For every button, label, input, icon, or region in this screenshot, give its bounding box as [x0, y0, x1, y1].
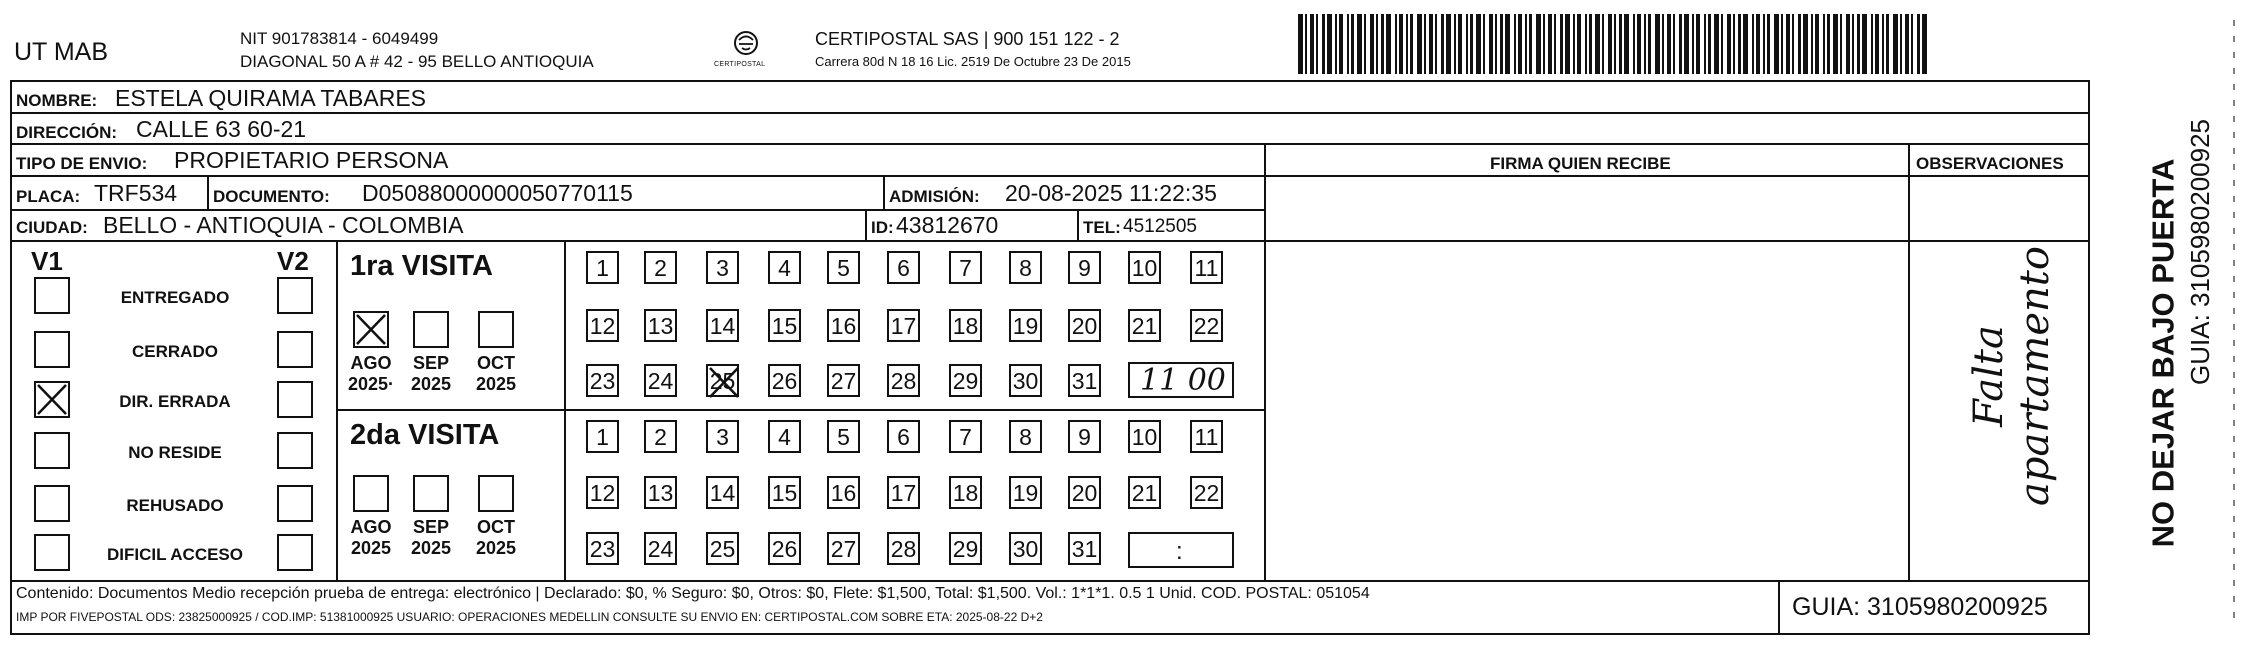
month-checkbox[interactable] — [478, 475, 514, 512]
city-label: CIUDAD: — [16, 218, 88, 237]
barcode-bar — [1624, 14, 1629, 74]
day-box[interactable]: 15 — [768, 476, 801, 509]
barcode-bar — [1470, 14, 1473, 74]
barcode-bar — [1351, 14, 1354, 74]
barcode-bar — [1917, 14, 1920, 74]
side-warning: NO DEJAR BAJO PUERTA — [2145, 158, 2181, 548]
signature-header: FIRMA QUIEN RECIBE — [1490, 154, 1671, 173]
barcode-bar — [1595, 14, 1600, 74]
barcode-bar — [1589, 14, 1592, 74]
barcode-bar — [1727, 14, 1731, 74]
day-box[interactable]: 30 — [1009, 364, 1042, 397]
visit1-time: 11 00 — [1140, 363, 1226, 398]
barcode-bar — [1662, 14, 1664, 74]
admission-label: ADMISIÓN: — [889, 187, 980, 206]
visit2-time: : — [1176, 538, 1183, 565]
barcode-bar — [1704, 14, 1706, 74]
month-checkbox[interactable] — [353, 475, 389, 512]
barcode-bar — [1862, 14, 1867, 74]
barcode-bar — [1454, 14, 1456, 74]
barcode-bar — [1815, 14, 1819, 74]
month-checkbox[interactable] — [413, 311, 449, 348]
day-box[interactable]: 18 — [949, 476, 982, 509]
day-box[interactable]: 27 — [827, 532, 860, 565]
day-box[interactable]: 9 — [1068, 420, 1101, 453]
barcode-bar — [1417, 14, 1422, 74]
day-box[interactable]: 8 — [1009, 420, 1042, 453]
barcode-bar — [1305, 14, 1307, 74]
barcode-bar — [1619, 14, 1622, 74]
tel-value: 4512505 — [1123, 216, 1197, 237]
month-checkbox[interactable] — [478, 311, 514, 348]
barcode-bar — [1548, 14, 1552, 74]
barcode-bar — [1721, 14, 1723, 74]
status-label: DIFICIL ACCESO — [106, 545, 243, 564]
footer-guia: GUIA: 3105980200925 — [1792, 593, 2048, 621]
day-box[interactable]: 12 — [586, 309, 619, 342]
day-box[interactable]: 20 — [1068, 309, 1101, 342]
day-box[interactable]: 22 — [1190, 476, 1223, 509]
barcode-bar — [1644, 14, 1646, 74]
barcode-bar — [1608, 14, 1612, 74]
barcode-bar — [1435, 14, 1437, 74]
col-line — [1778, 580, 1780, 635]
barcode-bar — [1370, 14, 1374, 74]
row-line — [336, 409, 1266, 411]
barcode-bar — [1655, 14, 1660, 74]
barcode-bar — [1786, 14, 1790, 74]
footer-print-info: IMP POR FIVEPOSTAL ODS: 23825000925 / COD.IMP: 51381000925 USUARIO: OPERACIONES MEDELLIN CONSULTE SU ENVIO EN: CERTIPOSTAL.COM SOBRE ETA: 2025-08-22 D+2 — [16, 610, 1043, 624]
recipient-name: ESTELA QUIRAMA TABARES — [115, 85, 427, 111]
barcode-bar — [1743, 14, 1748, 74]
barcode-bar — [1823, 14, 1825, 74]
barcode-bar — [1560, 14, 1563, 74]
barcode-bar — [1410, 14, 1413, 74]
barcode-bar — [1518, 14, 1522, 74]
day-box[interactable]: 2 — [644, 420, 677, 453]
admission-value: 20-08-2025 11:22:35 — [1005, 180, 1217, 206]
barcode-bar — [1781, 14, 1783, 74]
day-box[interactable]: 27 — [827, 364, 860, 397]
barcode-bar — [1833, 14, 1838, 74]
barcode-bar — [1399, 14, 1403, 74]
day-box[interactable]: 28 — [887, 364, 920, 397]
barcode-bar — [1458, 14, 1462, 74]
visit2-title: 2da VISITA — [350, 419, 500, 451]
month-year: 2025· — [347, 374, 395, 394]
day-box[interactable]: 7 — [949, 251, 982, 284]
barcode-bar — [1495, 14, 1497, 74]
status-label: CERRADO — [132, 342, 218, 361]
barcode-bar — [1614, 14, 1616, 74]
col-line — [883, 177, 885, 209]
day-box[interactable]: 3 — [706, 420, 739, 453]
barcode-bar — [1339, 14, 1343, 74]
month-year: 2025 — [475, 538, 517, 558]
barcode-bar — [1811, 14, 1813, 74]
day-box[interactable]: 21 — [1128, 309, 1161, 342]
barcode-bar — [1585, 14, 1587, 74]
side-guia: GUIA: 3105980200925 — [2185, 119, 2215, 385]
barcode-bar — [1708, 14, 1711, 74]
barcode-bar — [1840, 14, 1842, 74]
barcode-bar — [1673, 14, 1675, 74]
v2-label: V2 — [277, 246, 309, 276]
document-value: D05088000000050770115 — [362, 180, 633, 206]
barcode-bar — [1441, 14, 1444, 74]
visit1-time-box[interactable] — [1128, 362, 1234, 398]
barcode-bar — [1857, 14, 1860, 74]
barcode-bar — [1633, 14, 1635, 74]
barcode-bar — [1395, 14, 1397, 74]
v1-checkbox[interactable] — [34, 485, 70, 522]
v2-checkbox[interactable] — [277, 432, 313, 469]
status-label: DIR. ERRADA — [119, 392, 231, 411]
barcode-bar — [1536, 14, 1541, 74]
month-label: AGO — [350, 517, 392, 537]
barcode — [1298, 14, 1930, 74]
certipostal-logo — [712, 30, 780, 74]
barcode-bar — [1648, 14, 1651, 74]
day-box[interactable]: 16 — [827, 309, 860, 342]
barcode-bar — [1476, 14, 1481, 74]
observations-header: OBSERVACIONES — [1916, 154, 2064, 173]
day-box[interactable]: 24 — [644, 532, 677, 565]
day-box[interactable]: 29 — [949, 532, 982, 565]
row-line — [10, 112, 2090, 114]
barcode-bar — [1424, 14, 1426, 74]
v2-checkbox[interactable] — [277, 331, 313, 368]
id-label: ID: — [871, 218, 894, 237]
day-box[interactable]: 17 — [887, 309, 920, 342]
month-year: 2025 — [410, 538, 452, 558]
day-box[interactable]: 10 — [1128, 420, 1161, 453]
carrier-name: CERTIPOSTAL SAS | 900 151 122 - 2 — [815, 29, 1120, 49]
barcode-bar — [1667, 14, 1671, 74]
day-box[interactable]: 16 — [827, 476, 860, 509]
row-line — [10, 143, 2090, 145]
row-line — [10, 240, 2090, 242]
barcode-bar — [1327, 14, 1332, 74]
barcode-bar — [1543, 14, 1545, 74]
city-value: BELLO - ANTIOQUIA - COLOMBIA — [103, 212, 464, 238]
barcode-bar — [1602, 14, 1604, 74]
barcode-bar — [1733, 14, 1735, 74]
barcode-bar — [1846, 14, 1850, 74]
day-box[interactable]: 26 — [768, 532, 801, 565]
v1-checkbox[interactable] — [34, 331, 70, 368]
day-box[interactable]: 29 — [949, 364, 982, 397]
shipment-type-label: TIPO DE ENVIO: — [16, 154, 148, 173]
day-box[interactable]: 19 — [1009, 476, 1042, 509]
barcode-bar — [1905, 14, 1909, 74]
barcode-bar — [1310, 14, 1314, 74]
day-box[interactable]: 19 — [1009, 309, 1042, 342]
barcode-bar — [1577, 14, 1581, 74]
day-box[interactable]: 18 — [949, 309, 982, 342]
barcode-bar — [1554, 14, 1556, 74]
company-address: DIAGONAL 50 A # 42 - 95 BELLO ANTIOQUIA — [240, 52, 594, 71]
v1-checkbox[interactable] — [34, 534, 70, 571]
day-box[interactable]: 21 — [1128, 476, 1161, 509]
barcode-bar — [1514, 14, 1516, 74]
day-box[interactable]: 24 — [644, 364, 677, 397]
carrier-license: Carrera 80d N 18 16 Lic. 2519 De Octubre 23 De 2015 — [815, 54, 1131, 69]
day-box[interactable]: 6 — [887, 420, 920, 453]
barcode-bar — [1376, 14, 1378, 74]
plate-label: PLACA: — [16, 187, 81, 206]
day-box[interactable]: 13 — [644, 476, 677, 509]
day-box[interactable]: 14 — [706, 476, 739, 509]
frame-line — [2088, 80, 2090, 635]
barcode-bar — [1852, 14, 1854, 74]
barcode-bar — [1335, 14, 1337, 74]
col-line — [1908, 143, 1910, 580]
visit1-title: 1ra VISITA — [350, 250, 493, 282]
barcode-bar — [1466, 14, 1468, 74]
row-line — [1264, 175, 2090, 177]
day-box[interactable]: 25 — [706, 364, 739, 397]
day-box[interactable]: 12 — [586, 476, 619, 509]
day-box[interactable]: 2 — [644, 251, 677, 284]
month-checkbox[interactable] — [353, 311, 389, 348]
day-box[interactable]: 11 — [1190, 251, 1223, 284]
day-box[interactable]: 31 — [1068, 364, 1101, 397]
day-box[interactable]: 7 — [949, 420, 982, 453]
barcode-bar — [1714, 14, 1719, 74]
barcode-bar — [1893, 14, 1898, 74]
day-box[interactable]: 13 — [644, 309, 677, 342]
status-label: REHUSADO — [126, 496, 224, 515]
day-box[interactable]: 4 — [768, 251, 801, 284]
barcode-bar — [1525, 14, 1527, 74]
v1-label: V1 — [31, 246, 63, 276]
status-label: NO RESIDE — [128, 443, 222, 462]
barcode-bar — [1406, 14, 1408, 74]
day-box[interactable]: 22 — [1190, 309, 1223, 342]
month-year: 2025 — [350, 538, 392, 558]
barcode-bar — [1381, 14, 1384, 74]
id-value: 43812670 — [896, 212, 999, 238]
col-line — [1077, 209, 1079, 240]
v1-checkbox[interactable] — [34, 381, 70, 418]
day-box[interactable]: 30 — [1009, 532, 1042, 565]
shipment-type: PROPIETARIO PERSONA — [174, 147, 449, 173]
day-box[interactable]: 14 — [706, 309, 739, 342]
day-box[interactable]: 28 — [887, 532, 920, 565]
day-box[interactable]: 15 — [768, 309, 801, 342]
barcode-bar — [1357, 14, 1362, 74]
col-line — [207, 177, 209, 209]
barcode-bar — [1347, 14, 1349, 74]
barcode-bar — [1756, 14, 1760, 74]
barcode-bar — [1871, 14, 1873, 74]
day-box[interactable]: 8 — [1009, 251, 1042, 284]
barcode-bar — [1792, 14, 1794, 74]
barcode-bar — [1827, 14, 1830, 74]
day-box[interactable]: 31 — [1068, 532, 1101, 565]
day-box[interactable]: 23 — [586, 532, 619, 565]
barcode-bar — [1483, 14, 1485, 74]
name-label: NOMBRE: — [16, 91, 98, 110]
barcode-bar — [1446, 14, 1451, 74]
barcode-bar — [1565, 14, 1570, 74]
visit2-time-box[interactable] — [1128, 532, 1234, 568]
month-checkbox[interactable] — [413, 475, 449, 512]
plate-value: TRF534 — [94, 180, 178, 206]
day-box[interactable]: 11 — [1190, 420, 1223, 453]
col-line — [865, 209, 867, 240]
barcode-bar — [1886, 14, 1889, 74]
frame-line — [10, 80, 2090, 82]
day-box[interactable]: 9 — [1068, 251, 1101, 284]
barcode-bar — [1798, 14, 1801, 74]
v1-checkbox[interactable] — [34, 277, 70, 314]
day-box[interactable]: 17 — [887, 476, 920, 509]
barcode-bar — [1429, 14, 1433, 74]
month-label: SEP — [412, 517, 450, 537]
day-box[interactable]: 5 — [827, 420, 860, 453]
barcode-bar — [1298, 14, 1303, 74]
barcode-bar — [1500, 14, 1503, 74]
tel-label: TEL: — [1083, 218, 1121, 237]
day-box[interactable]: 3 — [706, 251, 739, 284]
barcode-bar — [1573, 14, 1575, 74]
barcode-bar — [1767, 14, 1770, 74]
day-box[interactable]: 1 — [586, 251, 619, 284]
barcode-bar — [1637, 14, 1641, 74]
barcode-bar — [1763, 14, 1765, 74]
day-box[interactable]: 20 — [1068, 476, 1101, 509]
barcode-bar — [1875, 14, 1879, 74]
day-box[interactable]: 1 — [586, 420, 619, 453]
day-box[interactable]: 4 — [768, 420, 801, 453]
footer-contents: Contenido: Documentos Medio recepción prueba de entrega: electrónico | Declarado: $0, % Seguro: $0, Otros: $0, Flete: $1,500, Total: $1,500. Vol.: 1*1*1. 0.5 1 Unid. COD. POSTAL: 051054 — [16, 585, 1370, 602]
barcode-bar — [1364, 14, 1366, 74]
month-year: 2025 — [410, 374, 452, 394]
v2-checkbox[interactable] — [277, 485, 313, 522]
barcode-bar — [1774, 14, 1779, 74]
observations-note — [1912, 180, 2082, 578]
barcode-bar — [1505, 14, 1510, 74]
barcode-bar — [1684, 14, 1689, 74]
barcode-bar — [1803, 14, 1808, 74]
month-label: SEP — [412, 353, 450, 373]
month-label: OCT — [477, 353, 515, 373]
barcode-bar — [1752, 14, 1754, 74]
day-box[interactable]: 25 — [706, 532, 739, 565]
document-label: DOCUMENTO: — [213, 187, 330, 206]
barcode-bar — [1322, 14, 1325, 74]
barcode-bar — [1679, 14, 1682, 74]
day-box[interactable]: 26 — [768, 364, 801, 397]
address-label: DIRECCIÓN: — [16, 123, 118, 142]
barcode-bar — [1922, 14, 1927, 74]
barcode-bar — [1316, 14, 1318, 74]
recipient-address: CALLE 63 60-21 — [136, 116, 307, 142]
frame-line — [10, 80, 12, 635]
barcode-bar — [1882, 14, 1884, 74]
company-nit: NIT 901783814 - 6049499 — [240, 29, 439, 48]
month-label: AGO — [350, 353, 392, 373]
logo-text: CERTIPOSTAL — [714, 61, 766, 68]
barcode-bar — [1696, 14, 1700, 74]
day-box[interactable]: 5 — [827, 251, 860, 284]
barcode-bar — [1529, 14, 1532, 74]
day-box[interactable]: 10 — [1128, 251, 1161, 284]
month-year: 2025 — [475, 374, 517, 394]
barcode-bar — [1489, 14, 1493, 74]
barcode-bar — [1738, 14, 1741, 74]
month-label: OCT — [477, 517, 515, 537]
day-box[interactable]: 23 — [586, 364, 619, 397]
scan-edge-marks — [2226, 20, 2242, 620]
observations-handwriting: Falta apartamento — [1966, 246, 2058, 506]
status-label: ENTREGADO — [120, 288, 230, 307]
v2-checkbox[interactable] — [277, 534, 313, 571]
day-box[interactable]: 6 — [887, 251, 920, 284]
barcode-bar — [1911, 14, 1913, 74]
barcode-bar — [1386, 14, 1391, 74]
barcode-bar — [1692, 14, 1694, 74]
col-line — [1264, 143, 1266, 580]
v2-checkbox[interactable] — [277, 381, 313, 418]
v1-checkbox[interactable] — [34, 432, 70, 469]
v2-checkbox[interactable] — [277, 277, 313, 314]
barcode-bar — [1900, 14, 1902, 74]
company-name: UT MAB — [14, 38, 108, 66]
